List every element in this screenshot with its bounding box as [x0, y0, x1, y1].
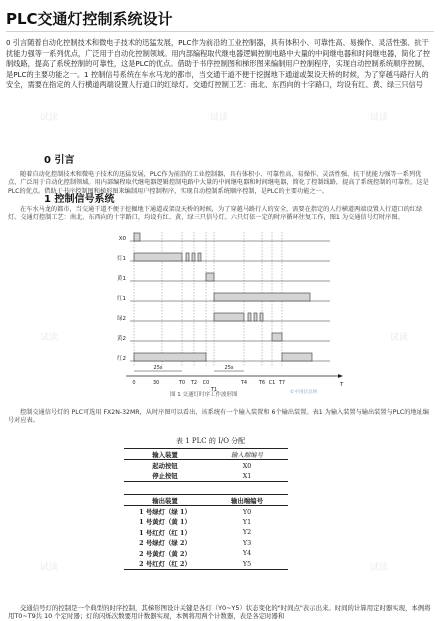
tick-label-t2: T2 [190, 380, 198, 386]
table-title: 表 1 PLC 的 I/O 分配 [176, 437, 246, 445]
footer-paragraph: 交通信号灯的控制是一个典型的时序控制，其梯形图设计关键是各灯（Y0~Y5）状态变化的"时间点"表示出来。时间的计算用定时器实现，本例将用T0~T9共 10 个定时器；灯的闪烁次数要用计数器实现，本例将用两个计数器，表是各定时器和 [8, 604, 431, 621]
table-cell: 1 号绿灯（绿 1） [139, 508, 191, 517]
row-label-x0: X0 [118, 236, 126, 242]
io-paragraph: 控制交通信号灯的 PLC可选用 FX2N-32MR，从时序图可以看出，该系统有一个输入装置和 6个输出装置。表1 为输入装置与输出装置与PLC的地址编号对应表。 [8, 409, 429, 425]
table-cell: 起动按钮 [152, 462, 178, 471]
table-cell: Y3 [242, 538, 252, 547]
table-cell: 1 号红灯（红 1） [139, 528, 191, 537]
tick-label-t1: T1 [210, 387, 218, 393]
tick-label-t7: T7 [278, 380, 286, 386]
interval-label-2: 25s [224, 365, 234, 371]
watermark: 试读 [370, 563, 389, 573]
pulse-red2-repeat [282, 353, 312, 361]
section-heading-intro: 0 引言 [44, 155, 75, 166]
table-header-address: 输出端编号 [206, 495, 288, 506]
pulse-green1-flash-2 [192, 253, 195, 261]
pulse-green2-on [214, 313, 244, 321]
interval-label-1: 25s [153, 365, 163, 371]
watermark: 试读 [370, 113, 389, 123]
table-header-row [124, 495, 288, 506]
watermark: 试读 [390, 333, 409, 343]
table-header-row [124, 449, 288, 460]
table-cell: 2 号黄灯（黄 2） [139, 549, 191, 558]
table-header-device: 输出装置 [124, 495, 206, 506]
page-title: PLC交通灯控制系统设计 [6, 10, 173, 28]
table-cell: 1 号黄灯（黄 1） [139, 518, 191, 527]
io-table-inputs [124, 448, 288, 482]
pulse-green1-flash-3 [198, 253, 201, 261]
pulse-green2-flash-3 [260, 313, 263, 321]
table-row [124, 527, 288, 537]
table-cell: 停止按钮 [124, 471, 206, 482]
tick-label-c0: C0 [202, 380, 210, 386]
table-header-device: 输入装置 [124, 449, 206, 460]
table-cell: 2 号绿灯（绿 2） [139, 539, 191, 548]
tick-label-0: 0 [132, 380, 136, 386]
pulse-green2-flash-2 [254, 313, 257, 321]
figure-caption: 图 1 交通灯时序工作波形图 [170, 392, 238, 398]
table-row [124, 538, 288, 548]
intro-paragraph: 随着自动化控制技术和微电子技术的迅猛发展，PLC作为前沿的工业控制器，具有体积小、可靠性高、易操作、灵活性强、抗干扰能力强等一系列优点，广泛用于自动化控制领域。用内部编程取代继电器逻辑控制电路中大量的中间继电器和时间继电器，简化了控制线路，提高了系统控制的可靠性，这是PLC的优点。借助于书序控制图和梯形图来编制用户控制程序，实现自动控制系统顺序控制，是PLC的主要功能之一。 [8, 171, 429, 195]
signal-system-paragraph: 在车水马龙的都市，当交通干道不便于挖掘地下通道或架设天桥的时候，为了穿越马路行人的安全，需要在指定的人行横道两端设置人行道口的红绿灯。交通灯控制工艺：南北、东西向的十字路口，均设有红、黄、绿三只信号灯。六只灯依一定的时序循环往复工作，图1 为交通信号灯时序图。 [8, 206, 423, 222]
table-cell: Y2 [242, 528, 252, 537]
table-cell: Y0 [242, 507, 252, 516]
row-label-red2: 红2 [117, 356, 126, 362]
pulse-green1-on [134, 253, 182, 261]
section-heading-signal-system: 1 控制信号系统 [44, 194, 115, 205]
tick-label-t4: T4 [240, 380, 248, 386]
tick-label-t6: T6 [258, 380, 266, 386]
io-table-outputs [124, 494, 288, 570]
pulse-yellow1 [206, 273, 214, 281]
row-label-yellow1: 黄1 [117, 276, 126, 282]
pulse-red1 [214, 293, 310, 301]
watermark: 试读 [40, 333, 59, 343]
time-axis-arrow [338, 374, 343, 378]
row-label-green2: 绿2 [117, 316, 126, 322]
table-row [124, 460, 288, 471]
table-cell: 2 号红灯（红 2） [124, 558, 206, 569]
pulse-green1-flash-1 [186, 253, 189, 261]
table-row [124, 558, 288, 569]
abstract-paragraph: 0 引言随着自动化控制技术和微电子技术的迅猛发展，PLC作为前沿的工业控制器，具有体积小、可靠性高、易操作、灵活性强、抗干扰能力强等一系列优点，广泛用于自动化控制领域。用内部编程取代继电器逻辑控制电路中大量的中间继电器和时间继电器，简化了控制线路，提高了系统控制的可靠性，这是PLC的优点。借助于书序控制图和梯形图来编制用户控制程序，实现自动控制系统顺序控制，是PLC的主要功能之一。1 控制信号系统在车水马龙的都市，当交通干道不便于挖掘地下通道或架设天桥的时候，为了穿越马路行人的安全，需要在指定的人行横道两端设置人行道口的红绿灯。交通灯控制工艺：南北、东西向的十字路口，均设有红、黄、绿三只信号 [6, 38, 431, 90]
table-row [124, 548, 288, 558]
watermark: 试读 [40, 563, 59, 573]
timing-diagram [112, 224, 344, 394]
table-header-address: 输入端编号 [206, 449, 288, 460]
pulse-x0 [134, 233, 140, 241]
tick-label-c1: C1 [268, 380, 276, 386]
pulse-green2-flash-1 [248, 313, 251, 321]
watermark: 试读 [40, 113, 59, 123]
table-cell: Y1 [242, 517, 252, 526]
table-cell: Y5 [206, 558, 288, 569]
table-cell: Y4 [242, 549, 252, 558]
table-row [124, 517, 288, 527]
tick-label-30: 30 [152, 380, 160, 386]
title-divider [6, 31, 434, 32]
table-cell: X0 [242, 461, 252, 470]
pulse-yellow2 [272, 333, 282, 341]
tick-label-t0: T0 [178, 380, 186, 386]
row-label-yellow2: 黄2 [117, 336, 126, 342]
time-axis-label: T [340, 382, 344, 388]
table-row [124, 471, 288, 482]
row-label-green1: 灯1 [117, 256, 126, 262]
table-row [124, 506, 288, 517]
figure-source-tag: ©中国信息网 [290, 390, 317, 395]
row-label-red1: 红1 [117, 296, 126, 302]
watermark: 试读 [210, 113, 229, 123]
table-cell: X1 [206, 471, 288, 482]
pulse-red2 [134, 353, 206, 361]
